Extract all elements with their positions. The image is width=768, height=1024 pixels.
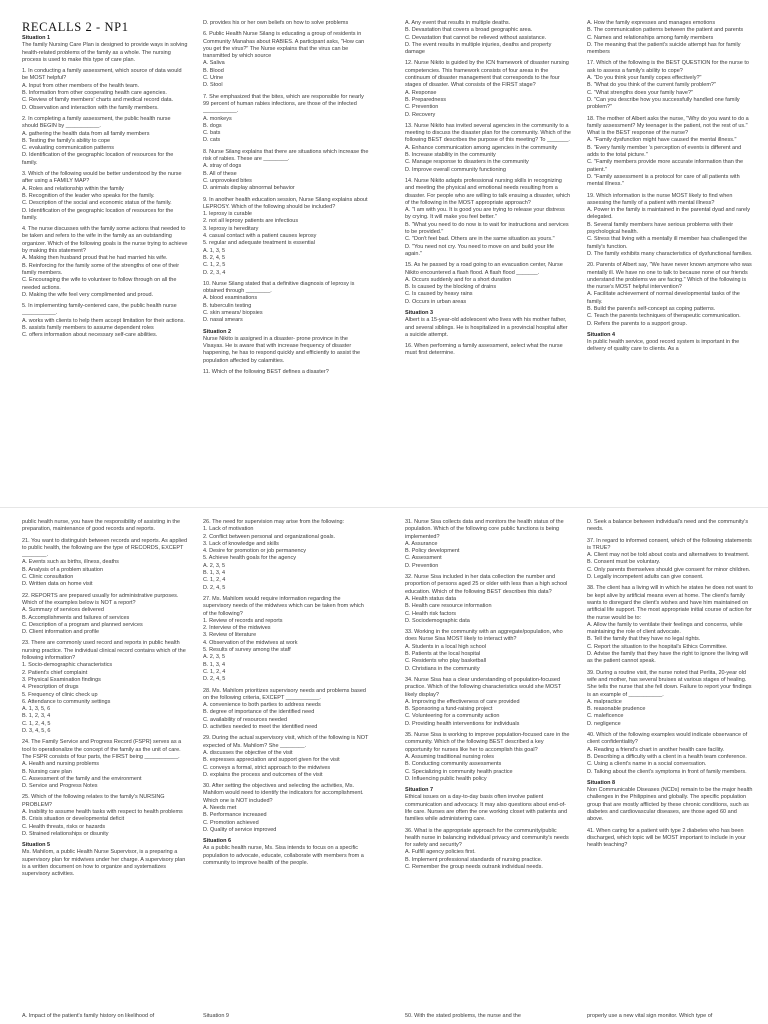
question-block: 19. Which information is the nurse MOST likely to find when assessing the family of a patient with mental illness? A. Power in the family is maintained in the parental dyad and rarely delegated. B. Several family members have serious problems with their psychological health. C. Stress that living with a mentally ill member has challenged the family's function. D. The family exhibits many characteristics of dysfunctional families. — [587, 192, 753, 257]
question-block: 13. Nurse Nikito has invited several agencies in the community to a meeting to discuss the disaster plan for the community. Which of the following BEST describes the purpose of this meeting? To _______. A. Enhance communication among agencies in the community B. Increase stability in the community C. Manage response to disasters in the community D. Improve overall community functioning — [405, 122, 571, 173]
question-block: 7. She emphasized that the bites, which are responsible for nearly 99 percent of human rabies infections, are those of the infected ___________. A. monkeys B. dogs C. bats D. cats — [203, 93, 364, 144]
question-block: 18. The mother of Albert asks the nurse, "Why do you want to do a family assessment? My teenager is the patient, not the rest of us." What is the BEST response of the nurse? A. "Family dysfunction might have caused the mental illness." B. "Every family member 's perception of events is different and adds to the total picture." C. "Family members provide more accurate information than the patient." D. "Family assessment is a protocol for care of all patients with mental illness." — [587, 115, 749, 188]
question-block: 30. After setting the objectives and selecting the activities, Ms. Mahilom would need to identify the indicators for accomplishment. Which one is NOT included? A. Needs met B. Performance increased C. Promotion achieved D. Quality of service improved — [203, 783, 364, 833]
column-content — [587, 519, 753, 849]
question-block: The family Nursing Care Plan is designed to provide ways in solving health-related problems of the family as a whole. The nursing process is used to make this type of care plan. — [22, 42, 188, 63]
column-3 — [405, 519, 571, 1015]
column-1 — [22, 20, 188, 500]
question-block: public health nurse, you have the responsibility of assisting in the preparation, maintenance of good records and reports. — [22, 519, 181, 533]
column-1 — [22, 519, 188, 1015]
column-content — [203, 519, 369, 867]
question-block: A. How the family expresses and manages emotions B. The communication patterns between the patient and parents C. Names and relationships among family members D. The meaning that the patient's suicide attempt has for family members — [587, 20, 744, 56]
footer-text: properly use a new vital sign monitor. Which type of — [587, 1013, 713, 1019]
question-block: 33. Working in the community with an aggregate/population, who does Nurse Sisa MOST likely to interact with? A. Students in a local high school B. Patients at the local hospital C. Residents who play basketball D. Christians in the community — [405, 629, 563, 672]
column-content — [22, 35, 188, 340]
question-block: 10. Nurse Silang stated that a definitive diagnosis of leprosy is obtained through ________. A. blood examinations B. tuberculin testing C. skin smears/ biopsies D. nasal smears — [203, 280, 355, 324]
question-block: 20. Parents of Albert say, "We have never known anymore who was mentally ill. We have no one to talk to because none of our friends understand the problems we are facing." Which of the following is the nurse's MOST helpful intervention? A. Facilitate achievement of normal developmental tasks of the family. B. Build the parent's self-concept as coping patterns. C. Teach the parents techniques of therapeutic communication. D. Refers the parents to a support group. — [587, 262, 752, 327]
question-block: 26. The need for supervision may arise from the following: 1. Lack of motivation 2. Conflict between personal and organizational goals. 3. Lack of knowledge and skills 4. Desire for promotion or job permanency 5. Achieve health goals for the agency A. 2, 3, 5 B. 1, 3, 4 C. 1, 2, 4 D. 2, 4, 5 — [203, 519, 345, 591]
question-block: 8. Nurse Silang explains that there are situations which increase the risk of rabies. These are ________. A. stray of dogs B. All of these C. unprovoked bites D. animals display abnormal behavior — [203, 148, 369, 192]
question-block: In public health service, good record system is important in the delivery of quality care to clients. As a — [587, 339, 740, 353]
situation-heading: Situation 4 — [587, 331, 616, 338]
question-block: 34. Nurse Sisa has a clear understanding of population-focused practice. Which of the following characteristics would she MOST likely display? A. Improving the effectiveness of care provided B. Sponsoring a fund-raising project C. Volunteering for a community action D. Providing health interventions for individuals — [405, 676, 562, 727]
column-2 — [203, 20, 369, 500]
column-content — [22, 519, 188, 879]
situation-heading: Situation 8 — [587, 779, 616, 786]
question-block: Nurse Nikito is assigned in a disaster- prone province in the Visayas. He is aware that with increase frequency of disaster happening, he has to respond quickly and efficiently to assist the population affected by calamities. — [203, 335, 361, 364]
question-block: 22. REPORTS are prepared usually for administrative purposes. Which of the examples below is NOT a report? A. Summary of services delivered B. Accomplishments and failures of services C. Description of a program and planned services D. Client information and profile — [22, 592, 179, 636]
situation-heading: Situation 1 — [22, 35, 51, 41]
footer-text: 50. With the stated problems, the nurse and the — [405, 1013, 521, 1019]
question-block: 14. Nurse Nikito adapts professional nursing skills in recognizing and meeting the physical and emotional needs resulting from a disaster. For people who are willing to talk ensuing a disaster, which of the following in the MOST appropriate approach? A. "I am with you. It is good you are trying to release your distress by crying. It will make you feel better." B. "What you need to do now is to wait for instructions and services to be provided." C. "Don't feel bad. Others are in the same situation as yours." D. "You need not cry. You need to move on and build your life again." — [405, 177, 571, 257]
question-block: 5. In implementing family-centered care, the public health nurse ___________. A. works with clients to help them accept limitation for their actions. B. assists family members to assume dependent roles C. offers information about necessary self-care abilities. — [22, 303, 185, 339]
column-content — [405, 519, 571, 871]
page-divider — [0, 507, 768, 508]
question-block: 3. Which of the following would be better understood by the nurse after using a FAMILY MAP? A. Roles and relationship within the family B. Recognition of the leader who speaks for the family. C. Description of the social and economic status of the family. D. Identification of the geographic location of resources for the family. — [22, 171, 182, 221]
question-block: 32. Nurse Sisa included in her data collection the number and proportion of persons aged 25 or older with less than a high school education. Which of the following BEST describes this data? A. Health status data B. Health care resource information C. Health risk factors D. Sociodemographic data — [405, 574, 568, 624]
question-block: As a public health nurse, Ms. Sisa intends to focus on a specific population to advocate, educate, collaborate with members from a community to improve health of the people. — [203, 845, 364, 867]
question-block: 15. As he passed by a road going to an evacuation center, Nurse Nikito encountered a flash flood. A flash flood _______. A. Occurs suddenly and for a short duration B. Is caused by the blocking of drains C. Is caused by heavy rains D. Occurs in urban areas — [405, 262, 563, 305]
question-block: 35. Nurse Sisa is working to improve population-focused care in the community. Which of the following BEST described a key opportunity for nurses like her to accomplish this goal? A. Assuming traditional nursing roles B. Conducting community assessments C. Specializing in community health practice D. Influencing public health policy — [405, 732, 570, 782]
question-block: 28. Ms. Mahilom prioritizes supervisory needs and problems based on the following criteria, EXCEPT ___________. A. convenience to both parties to address needs B. degree of importance of the identified need C. availability of resources needed D. activities needed to meet the identified need — [203, 687, 366, 731]
question-block: 9. In another health education session, Nurse Silang explains about LEPROSY. Which of the following should be included? 1. leprosy is curable 2. not all leprosy patients are infectious 3. leprosy is hereditary 4. casual contact with a patient causes leprosy 5. regular and adequate treatment is essential A. 1, 3, 5 B. 2, 4, 5 C. 1, 2, 5 D. 2, 3, 4 — [203, 196, 368, 276]
question-block: 1. In conducting a family assessment, which source of data would be MOST helpful? A. Input from other members of the health team. B. Information from other cooperating health care agencies. C. Review of family members' charts and medical record data. D. Observation and interaction with the family members. — [22, 68, 182, 111]
document-title: RECALLS 2 - NP1 — [22, 20, 129, 34]
question-block: 38. The client has a living will in which he states he does not want to be kept alive by artificial means even at home. The client's family wants to disregard the client's wishes and have him maintained on artificial life support. The most appropriate initial course of action for the nurse would be to: A. Allow the family to ventilate their feelings and concerns, while maintaining the role of client advocate. B. Tell the family that they have no legal rights. C. Report the situation to the hospital's Ethics Committee. D. Advise the family that they have the right to ignore the living will as the patient cannot speak. — [587, 585, 753, 665]
question-block: 27. Ms. Mahilom would require information regarding the supervisory needs of the midwives which can be taken from which of the following? 1. Review of records and reports 2. Interview of the midwives 3. Review of literature 4. Observation of the midwives at work 5. Results of survey among the staff A. 2, 3, 5 B. 1, 3, 4 C. 1, 2, 4 D. 2, 4, 5 — [203, 595, 364, 683]
question-block: 37. In regard to informed consent, which of the following statements is TRUE? A. Client may not be told about costs and alternatives to treatment. B. Consent must be voluntary. C. Only parents themselves should give consent for minor children. D. Legally incompetent adults can give consent. — [587, 537, 752, 581]
question-block: 21. You want to distinguish between records and reports. As applied to public health, the following are the type of RECORDS, EXCEPT ________. A. Events such as births, illness, deaths B. Analysis of a problem situation C. Clinic consultation D. Written data on home visit — [22, 537, 188, 588]
question-block: 16. When performing a family assessment, select what the nurse must first determine. — [405, 343, 563, 357]
situation-heading: Situation 6 — [203, 838, 232, 845]
question-block: 6. Public Health Nurse Silang is educating a group of residents in Community Manahas about RABIES. A participant asks, "How can you get the virus?" The Nurse explains that the virus can be transmitted by which source A. Saliva B. Blood C. Urine D. Stool — [203, 31, 365, 89]
question-block: D. Seek a balance between individual's need and the community's needs. — [587, 519, 749, 533]
column-content — [203, 20, 369, 376]
question-block: 31. Nurse Sisa collects data and monitors the health status of the population. Which of the following core public functions is being implemented? A. Assurance B. Policy development C. Assessment D. Prevention — [405, 519, 564, 569]
column-content — [405, 20, 571, 358]
situation-heading: Situation 3 — [405, 309, 434, 316]
question-block: Ms. Mahilom, a public Health Nurse Supervisor, is a preparing a supervisory plan for midwives under her charge. A supervisory plan is a written document on how to organize and systematizes supervisory activities. — [22, 849, 186, 878]
question-block: 17. Which of the following is the BEST QUESTION for the nurse to ask to assess a family's ability to cope? A. "Do you think your family copes effectively?" B. "What do you think of the current family problem?" C. "What strengths does your family have?" D. "Can you describe how you successfully handled one family problem?" — [587, 60, 749, 111]
question-block: 11. Which of the following BEST defines a disaster? — [203, 369, 329, 376]
question-block: 39. During a routine visit, the nurse noted that Perlita, 20-year old wife and mother, has several bruises at various stages of healing. She tells the nurse that she fell down. Failure to report your findings is an example of ___________. A. malpractice B. reasonable prudence C. maleficence D. negligence — [587, 669, 752, 727]
question-block: Ethical issues on a day-to-day basis often involve patient communication and advocacy. It may also questions about end-of-life care. Nurses are often the one working closet with patients and families while administering care. — [405, 794, 568, 823]
question-block: Non Communicable Diseases (NCDs) remain to be the major health challenges in the Philippines and globally. The specific population group that are mostly afflicted by these chronic conditions, such as diabetes and cardiovascular diseases, are those aged 60 and above. — [587, 787, 753, 823]
footer-text: A. Impact of the patient's family history on likelihood of — [22, 1013, 155, 1019]
question-block: 24. The Family Service and Progress Record (FSPR) serves as a tool to operationalize the concept of the family as the unit of care. The FSPR consists of four parts, the FIRST being ___________. A. Health and nursing problems B. Nursing care plan C. Assessment of the family and the environment D. Service and Progress Notes — [22, 739, 182, 790]
column-4 — [587, 519, 753, 1015]
question-block: A. Any event that results in multiple deaths. B. Devastation that covers a broad geographic area. C. Devastation that cannot be relieved without assistance. D. The event results in multiple injuries, deaths and property damage — [405, 20, 552, 56]
question-block: 25. Which of the following relates to the family's NURSING PROBLEM? A. Inability to assume health tasks with respect to health problems B. Crisis situation or developmental deficit C. Health threats, risks or hazards D. Strained relationships or disunity — [22, 794, 183, 837]
column-2 — [203, 519, 369, 1015]
question-block: 2. In completing a family assessment, the public health nurse should BEGIN by ___________. A. gathering the health data from all family members B. Testing the family's ability to cope C. evaluating communication patterns D. Identification of the geographic location of resources for the family. — [22, 115, 174, 166]
lower-page — [0, 514, 768, 1024]
footer-text: Situation 9 — [203, 1013, 229, 1019]
question-block: D. provides his or her own beliefs on how to solve problems — [203, 20, 349, 26]
question-block: 40. Which of the following examples would indicate observance of client confidentiality? A. Reading a friend's chart in another health care facility. B. Describing a difficulty with a client in a health team conference. C. Using a client's name in a social conversation. D. Talking about the client's symptoms in front of family members. — [587, 732, 748, 775]
question-block: 29. During the actual supervisory visit, which of the following is NOT expected of Ms. Mahilom? She ________. A. discusses the objective of the visit B. expresses appreciation and support given for the visit C. conveys a formal, strict approach to the midwives D. explains the process and outcomes of the visit — [203, 735, 369, 778]
column-content — [587, 20, 753, 354]
question-block: 36. What is the appropriate approach for the community/public health nurse in balancing individual privacy and community's needs for safety and security? A. Fulfill agency policies first. B. Implement professional standards of nursing practice. C. Remember the group needs outrank individual needs. — [405, 827, 569, 871]
question-block: 12. Nurse Nikito is guided by the ICN framework of disaster nursing competencies. This framework consists of four areas in the continuum of disaster management that corresponds to the four stages of disaster. What consists of the FIRST stage? A. Response B. Preparedness C. Prevention D. Recovery — [405, 60, 569, 118]
question-block: 41. When caring for a patient with type 2 diabetes who has been discharged, which topic will be MOST important to include in your health teaching? — [587, 827, 746, 849]
upper-page — [0, 0, 768, 500]
question-block: 23. There are commonly used record and reports in public health nursing practice. The individual clinical record contains which of the following information? 1. Socio-demographic characteristics 2. Patient's chief complaint 3. Physical Examination findings 4. Prescription of drugs 5. Frequency of clinic check up 6. Attendance to community settings A. 1, 3, 5, 6 B. 1, 2, 3, 4 C. 1, 2, 4, 5 D. 3, 4, 5, 6 — [22, 640, 186, 735]
situation-heading: Situation 5 — [22, 842, 51, 849]
column-4 — [587, 20, 753, 500]
question-block: 4. The nurse discusses with the family some actions that needed to be taken and refers to the wife in the family as an outstanding organizer. Which of the following goals is the nurse trying to achieve by making this statement? A. Making then husband proud that he had married his wife. B. Reinforcing for the family some of the strengths of one of their family members. C. Encouraging the wife to volunteer to follow through on all the needed actions. D. Making the wife feel very complimented and proud. — [22, 226, 188, 298]
question-block: Albert is a 15-year-old adolescent who lives with his mother father, and several siblings. He is hospitalized in a provincial hospital after a suicide attempt. — [405, 317, 568, 338]
situation-heading: Situation 7 — [405, 787, 434, 794]
situation-heading: Situation 2 — [203, 328, 232, 335]
column-3 — [405, 20, 571, 500]
